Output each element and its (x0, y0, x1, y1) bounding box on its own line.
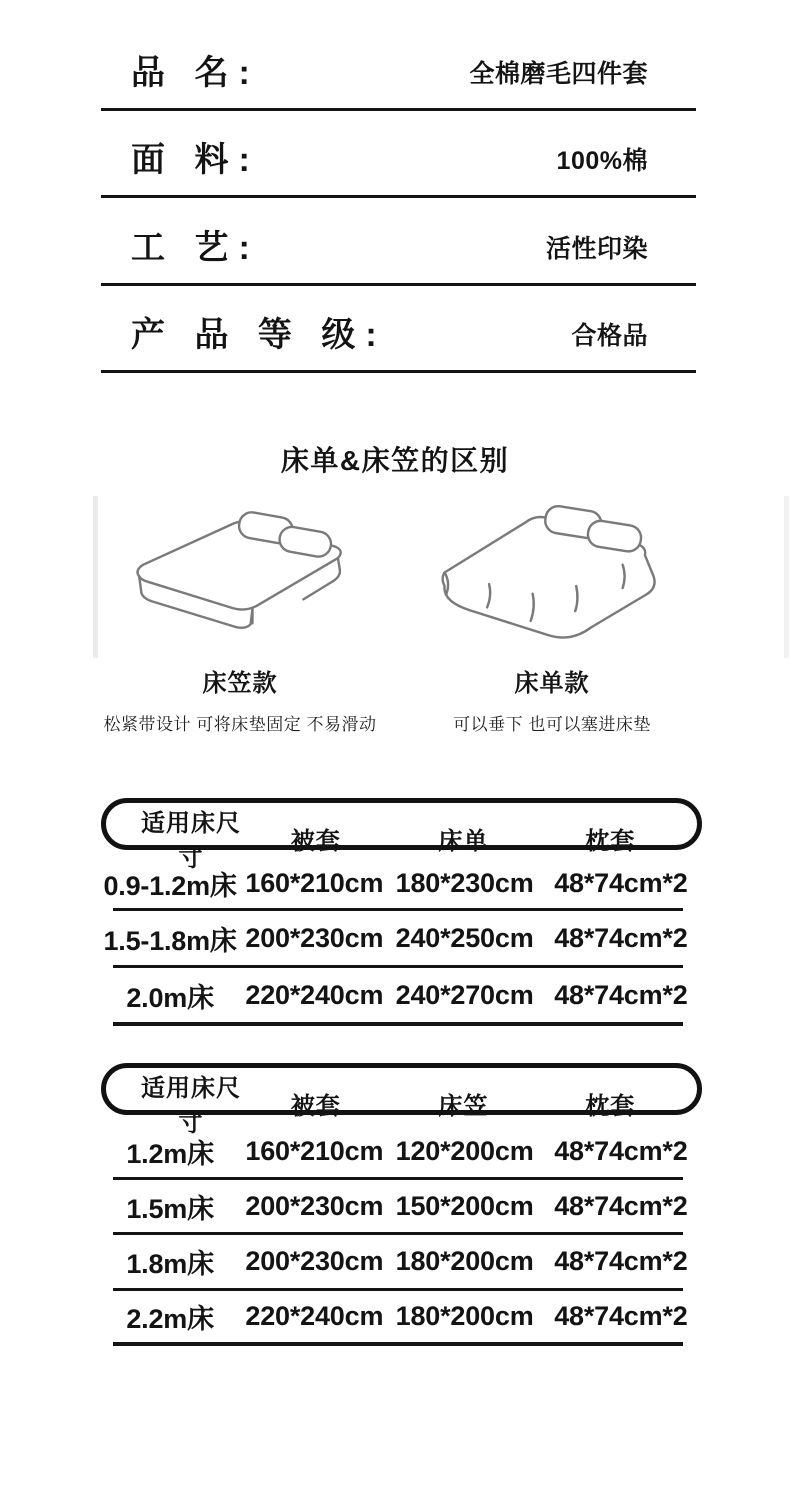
table-row (101, 1235, 702, 1288)
cell-pillowcase: 48*74cm*2 (554, 1246, 688, 1276)
cell-fitted-sheet: 180*200cm (395, 1301, 534, 1331)
cell-fitted-sheet: 150*200cm (395, 1190, 534, 1221)
info-row-craft (101, 198, 696, 286)
fitted-sheet-description: 松紧带设计 可将床垫固定 不易滑动 (103, 715, 377, 734)
info-label: 品 名: (131, 53, 260, 92)
cell-bed-size: 1.2m床 (126, 1138, 214, 1169)
table-bottom-border (113, 1022, 683, 1026)
cell-flat-sheet: 240*270cm (395, 979, 534, 1010)
info-label: 面 料: (131, 141, 260, 179)
column-header: 被套 (290, 827, 341, 855)
info-label: 工 艺: (131, 228, 260, 267)
photo-edge-artifact-right (784, 496, 789, 658)
table-row (101, 911, 702, 965)
cell-bed-size: 1.8m床 (126, 1249, 214, 1279)
cell-bed-size: 0.9-1.2m床 (103, 871, 237, 901)
table-row (101, 1180, 702, 1232)
column-header: 床笠 (438, 1092, 489, 1120)
info-value: 全棉磨毛四件套 (469, 59, 648, 88)
cell-flat-sheet: 180*230cm (395, 868, 534, 898)
flat-sheet-description: 可以垂下 也可以塞进床垫 (453, 715, 651, 734)
cell-bed-size: 1.5m床 (126, 1193, 214, 1224)
info-row-grade (101, 286, 696, 374)
product-info-section (101, 23, 696, 373)
cell-bed-size: 1.5-1.8m床 (103, 925, 237, 956)
size-table-fitted-sheet (101, 1063, 702, 1346)
info-label: 产 品 等 级: (131, 316, 387, 354)
cell-flat-sheet: 240*250cm (395, 922, 534, 953)
cell-duvet-cover: 160*210cm (245, 1135, 384, 1166)
table-bottom-border (113, 1342, 683, 1346)
cell-duvet-cover: 200*230cm (245, 922, 384, 953)
fitted-sheet-bed-illustration (120, 497, 360, 647)
cell-fitted-sheet: 180*200cm (395, 1246, 534, 1276)
column-header: 枕套 (585, 1092, 636, 1120)
cell-pillowcase: 48*74cm*2 (554, 922, 688, 953)
table-row (101, 1291, 702, 1342)
size-table-flat-sheet (101, 798, 702, 1026)
draped-sheet-bed-illustration (427, 497, 677, 647)
info-value: 合格品 (571, 322, 648, 350)
info-row-product-name (101, 23, 696, 111)
cell-fitted-sheet: 120*200cm (395, 1135, 534, 1166)
info-value: 活性印染 (545, 234, 648, 263)
cell-bed-size: 2.2m床 (126, 1304, 214, 1334)
cell-duvet-cover: 200*230cm (245, 1190, 384, 1221)
cell-pillowcase: 48*74cm*2 (554, 1301, 688, 1331)
flat-sheet-caption: 床单款 (514, 670, 590, 697)
flat-sheet-figure (397, 497, 707, 735)
cell-duvet-cover: 160*210cm (245, 868, 384, 898)
cell-pillowcase: 48*74cm*2 (554, 868, 688, 898)
column-header: 枕套 (585, 827, 636, 855)
cell-bed-size: 2.0m床 (126, 982, 214, 1013)
info-value: 100%棉 (556, 147, 648, 175)
comparison-title: 床单&床笠的区别 (280, 445, 510, 476)
table-row (101, 968, 702, 1022)
cell-duvet-cover: 220*240cm (245, 979, 384, 1010)
cell-duvet-cover: 200*230cm (245, 1246, 384, 1276)
column-header: 被套 (290, 1092, 341, 1120)
fitted-sheet-caption: 床笠款 (202, 670, 278, 697)
column-header: 适用床尺寸 (140, 810, 241, 872)
size-table-header (101, 798, 702, 872)
column-header: 适用床尺寸 (140, 1075, 241, 1137)
cell-pillowcase: 48*74cm*2 (554, 1190, 688, 1221)
fitted-sheet-figure (85, 497, 395, 735)
size-table-header (101, 1063, 702, 1137)
cell-pillowcase: 48*74cm*2 (554, 1135, 688, 1166)
info-row-fabric (101, 111, 696, 199)
column-header: 床单 (438, 827, 489, 855)
cell-duvet-cover: 220*240cm (245, 1301, 384, 1331)
cell-pillowcase: 48*74cm*2 (554, 979, 688, 1010)
